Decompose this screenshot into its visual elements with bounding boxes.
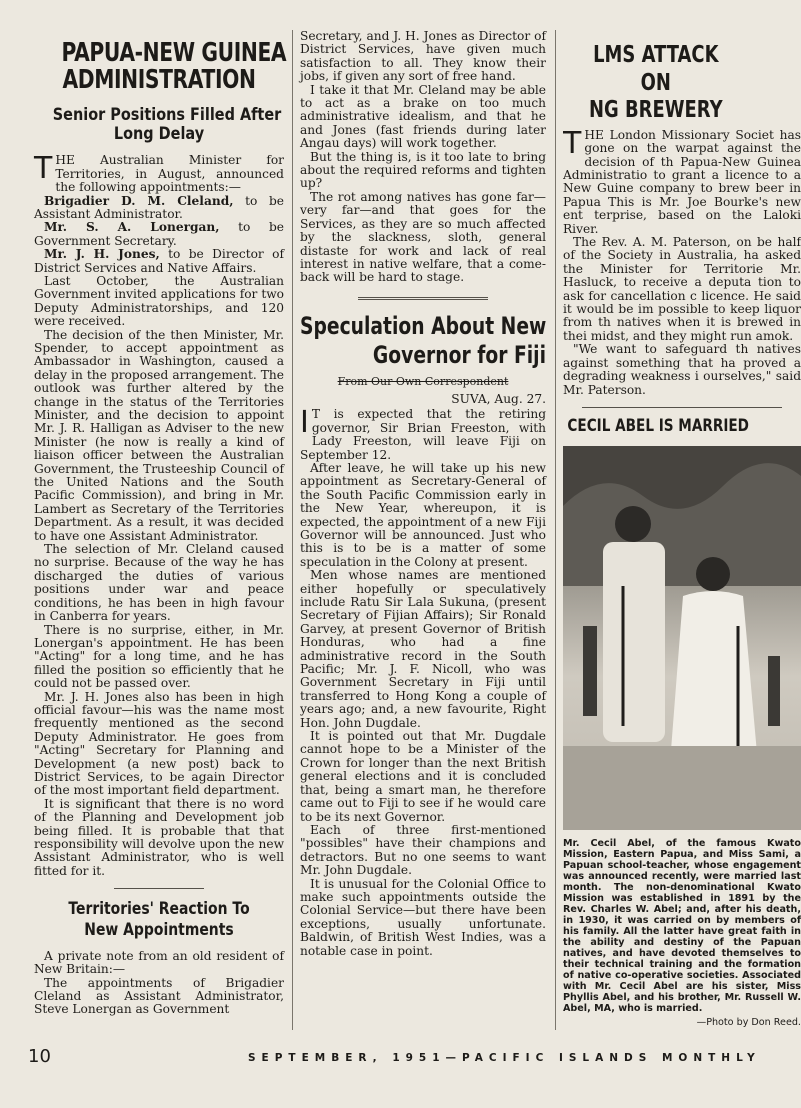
article-paragraph: The appointments of Brigadier Cleland as Assistant Administrator, Steve Lonergan as Government [34,975,284,1017]
headline-fiji-line1: Speculation About New [300,311,547,340]
headline-reaction-line2: New Appointments [84,920,234,941]
page-number: 10 [28,1046,51,1067]
article-paragraph: Mr. J. H. Jones also has been in high official favour—his was the name most frequently mentioned as the second Deputy Administrator. He goes from "Acting" Secretary for Planning and Development (a new post) back to District Services, to be again Director of the most important field department. [34,689,284,798]
article-paragraph: After leave, he will take up his new appointment as Secretary-General of the South Pacific Commission early in the New Year, whereupon, it is expected, the appointment of a new Fiji Governor will be announced. Just who this is to be is a matter of some speculation in the Colony at present. [300,460,546,569]
headline-fiji-line2: Governor for Fiji [372,340,546,369]
article-paragraph: The selection of Mr. Cleland caused no surprise. Because of the way he has discharged the duties of various positions under war and peace conditions, he has been in high favour in Canberra for years. [34,542,284,624]
section-divider [358,297,488,300]
column-rule [555,30,556,1030]
section-divider [114,888,204,889]
article-paragraph: The decision of the then Minister, Mr. Spender, to accept appointment as Ambassador in Washington, caused a delay in the proposed arrangement. The outlook was further altered by the change in the status of the Territories Minister, and the decision to appoint Mr. J. R. Halligan as Adviser to the new Minister (he now is really a kind of liaison officer between the Australian Government, the Trusteeship Council of the United Nations and the South Pacific Commission), and bring in Mr. Lambert as Secretary of the Territories Department. As a result, it was decided to have one Assistant Administrator. [34,327,284,543]
column-3 [563,30,801,1028]
article-paragraph: Last October, the Australian Government invited applications for two Deputy Administratorships, and 120 were received. [34,273,284,329]
article-paragraph: It is unusual for the Colonial Office to make such appointments outside the Colonial Service—but there have been exceptions, usually unfortunate. Baldwin, of British West Indies, was a notable case in point. [300,876,546,958]
article-paragraph: It is pointed out that Mr. Dugdale cannot hope to be a Minister of the Crown for longer than the next British general elections and it is concluded that, being a smart man, he therefore came out to Fiji to see if he would care to be its next Governor. [300,729,546,824]
column-1 [34,30,287,1017]
appointment-lonergan [34,221,284,248]
headline-lms-line3: NG BREWERY [589,97,723,124]
running-title: SEPTEMBER, 1951—PACIFIC ISLANDS MONTHLY [248,1052,761,1064]
article-paragraph: It is significant that there is no word of the Planning and Development job being filled. It is probable that that responsibility will devolve upon the new Assistant Administrator, who is well fitted for it. [34,796,284,878]
article-paragraph: I take it that Mr. Cleland may be able to act as a brake on too much administrative idealism, and that he and Jones (fast friends during later Angau days) will work together. [300,82,546,151]
article-paragraph: Men whose names are mentioned either hopefully or speculatively include Ratu Sir Lala Sukuna, (present Secretary of Fijian Affairs); Sir Ronald Garvey, at present Governor of British Honduras, who had a fine administrative record in the South Pacific; Mr. J. F. Nicoll, who was Government Secretary in Fiji until transferred to Hong Kong a couple of years ago; and, a new favourite, Right Hon. John Dugdale. [300,568,546,730]
article-paragraph: THE London Missionary Societ has gone on the warpat against the decision of th Papua-New Guinea Administratio to grant a licence to a New Guine company to brew beer in Papua This is Mr. Joe Bourke's new ent terprise, based on the Laloki River. [563,125,801,236]
correspondent-byline: From Our Own Correspondent [337,375,509,389]
headline-lms-line1: LMS ATTACK [593,42,719,68]
column-rule [292,30,293,1030]
headline-cecil-abel: CECIL ABEL IS MARRIED [567,415,749,436]
headline-png-line1: PAPUA-NEW GUINEA [61,38,287,68]
subheadline: Senior Positions Filled After [52,104,282,125]
article-paragraph: But the thing is, is it too late to bring about the required reforms and tighten up? [300,149,546,191]
article-paragraph: IT is expected that the retiring governor, Sir Brian Freeston, with Lady Freeston, will leave Fiji on September 12. [300,405,546,462]
section-divider [582,407,782,408]
subheadline-line2: Long Delay [113,124,205,145]
appointee-name: Mr. J. H. Jones, [44,247,160,262]
article-paragraph: There is no surprise, either, in Mr. Lonergan's appointment. He has been "Acting" for a long time, and he has filled the position so efficiently that he could not be passed over. [34,622,284,691]
article-paragraph: The rot among natives has gone far—very far—and that goes for the Services, as they are so much affected by the slackness, sloth, general distaste for work and lack of real interest in native welfare, that a come-back will be hard to stage. [300,189,546,285]
article-paragraph: "We want to safeguard th natives against something that ha proved a degrading weakness i ourselves," said Mr. Paterson. [563,342,801,397]
column-2 [300,30,546,958]
wedding-photo [563,446,801,830]
headline-lms-line2: ON [640,69,671,96]
dateline: SUVA, Aug. 27. [451,392,546,407]
appointee-role: to be Assistant Administrator. [34,193,284,221]
appointment-jones [34,248,284,275]
wedding-photo-illustration [563,446,801,830]
appointment-cleland [34,195,284,222]
appointee-role: to be Director of District Services and Native Affairs. [34,247,284,275]
appointee-role: to be Government Secretary. [34,220,284,248]
article-paragraph: THE Australian Minister for Territories, in August, announced the following appointments:— [34,151,284,195]
headline-png-line2: ADMINISTRATION [62,65,256,96]
photo-caption: Mr. Cecil Abel, of the famous Kwato Mission, Eastern Papua, and Miss Sami, a Papuan school-teacher, whose engagement was announced recently, were married last month. The non-denominational Kwato Mission was established in 1891 by the Rev. Charles W. Abel; and, after his death, in 1930, it was carried on by members of his family. All the latter have great faith in the ability and destiny of the Papuan natives, and have devoted themselves to their technical training and the formation of native co-operative societies. Associated with Mr. Cecil Abel are his sister, Miss Phyllis Abel, and his brother, Mr. Russell W. Abel, MA, who is married. [563,837,801,1014]
headline-reaction-line1: Territories' Reaction To [68,899,250,920]
photo-credit: —Photo by Don Reed. [696,1016,801,1028]
article-paragraph: Secretary, and J. H. Jones as Director of District Services, have given much satisfaction to all. They know their jobs, if given any sort of free hand. [300,29,546,84]
article-paragraph: The Rev. A. M. Paterson, on be half of the Society in Australia, ha asked the Minister for Territorie Mr. Hasluck, to receive a deputa tion to ask for cancellation c licence. He said it would be im possible to keep liquor from th natives when it is brewed in thei midst, and they might run amok. [563,235,801,343]
appointee-name: Mr. S. A. Lonergan, [44,220,220,235]
article-paragraph: Each of three first-mentioned "possibles" have their champions and detractors. But no one seems to want Mr. John Dugdale. [300,822,546,878]
appointee-name: Brigadier D. M. Cleland, [44,193,234,208]
article-paragraph: A private note from an old resident of New Britain:— [34,948,284,977]
